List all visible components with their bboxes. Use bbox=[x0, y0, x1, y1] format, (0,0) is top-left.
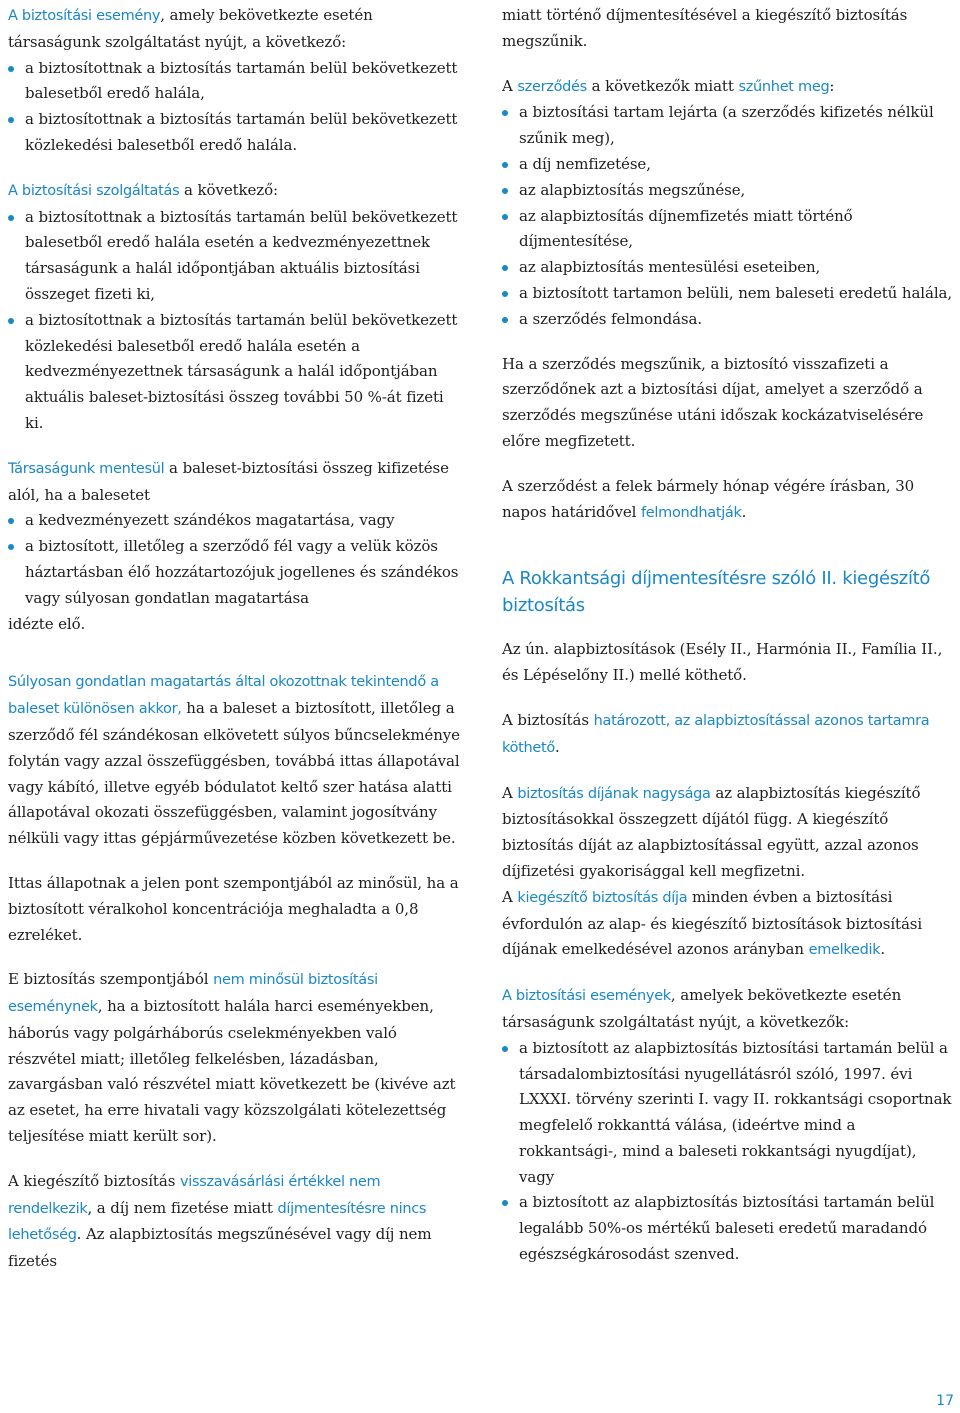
war-exclusion-paragraph: E biztosítás szempontjából nem minősül biztosítási eseménynek, ha a biztosított halála harci eseményekben, háborús vagy polgárháborús cselekményekben való részvétel miatt; illetőleg felkelésben, lázadásban, zavargásban való részvétel miatt következett be (kivéve azt az esetet, ha erre hivatali vagy közszolgálati kötelezettség teljesítése miatt került sor). bbox=[8, 970, 456, 1146]
page-number: 17 bbox=[936, 1393, 954, 1409]
highlight-term: határozott, az alapbiztosítással azonos tartamra köthető bbox=[502, 712, 930, 756]
bullet-list bbox=[502, 100, 954, 332]
paragraph: Az ún. alapbiztosítások (Esély II., Harmónia II., Família II., és Lépéselőny II.) mellé köthető. bbox=[502, 640, 943, 685]
list-item: az alapbiztosítás mentesülési eseteiben, bbox=[502, 255, 954, 281]
highlight-term: A biztosítási esemény bbox=[8, 8, 161, 24]
paragraph: A biztosítási esemény, amely bekövetkezte esetén társaságunk szolgáltatást nyújt, a következő: bbox=[8, 6, 373, 51]
highlight-term: díjmentesítésre nincs lehetőség bbox=[8, 1200, 427, 1244]
list-item: a biztosítottnak a biztosítás tartamán belül bekövetkezett balesetből eredő halála, bbox=[8, 56, 464, 108]
highlight-term: kiegészítő biztosítás díja bbox=[517, 889, 688, 906]
list-item: a biztosított az alapbiztosítás biztosítási tartamán belül a társadalombiztosítási nyugellátásról szóló, 1997. évi LXXXI. törvény szerinti I. vagy II. rokkantsági csoportnak megfelelő rokkanttá válása, (ideértve mind a rokkantsági-, mind a baleseti rokkantsági nyugdíjat), vagy bbox=[502, 1036, 954, 1191]
list-item: a biztosított az alapbiztosítás biztosítási tartamán belül legalább 50%-os mértékű baleseti eredetű maradandó egészségkárosodást szenved. bbox=[502, 1190, 954, 1267]
list-item: az alapbiztosítás megszűnése, bbox=[502, 178, 954, 204]
term-paragraph: A biztosítás határozott, az alapbiztosítással azonos tartamra köthető. bbox=[502, 710, 930, 756]
left-column bbox=[8, 3, 464, 1275]
highlight-term: visszavásárlási értékkel nem rendelkezik bbox=[8, 1173, 381, 1217]
list-item: az alapbiztosítás díjnemfizetés miatt történő díjmentesítése, bbox=[502, 204, 954, 256]
list-item: a biztosítási tartam lejárta (a szerződés kifizetés nélkül szűnik meg), bbox=[502, 100, 954, 152]
highlight-term: Társaságunk mentesül bbox=[8, 460, 165, 477]
list-item: a biztosított tartamon belüli, nem baleseti eredetű halála, bbox=[502, 281, 954, 307]
exemption-section bbox=[8, 456, 464, 638]
list-item: a díj nemfizetése, bbox=[502, 152, 954, 178]
highlight-term: nem minősül biztosítási eseménynek bbox=[8, 972, 378, 1016]
disability-events-section bbox=[502, 983, 954, 1268]
premium-section bbox=[502, 781, 954, 965]
paragraph: A kiegészítő biztosítás díja minden évben a biztosítási évfordulón az alap- és kiegészítő biztosítások biztosítási díjának emelkedésével azonos arányban emelkedik. bbox=[502, 887, 923, 959]
paragraph: A biztosítás díjának nagysága az alapbiztosítás kiegészítő biztosításokkal összegzett díjától függ. A kiegészítő biztosítás díját az alapbiztosítással együtt, azzal azonos díjfizetési gyakorisággal kell megfizetni. bbox=[502, 783, 921, 880]
list-item: a kedvezményezett szándékos magatartása, vagy bbox=[8, 508, 464, 534]
cancellation-paragraph: A szerződést a felek bármely hónap végére írásban, 30 napos határidővel felmondhatják. bbox=[502, 476, 915, 521]
insurance-benefit-section bbox=[8, 178, 464, 437]
right-column bbox=[502, 3, 954, 1268]
highlight-term: szerződés bbox=[517, 78, 587, 95]
bullet-list bbox=[8, 56, 464, 159]
surrender-value-paragraph: A kiegészítő biztosítás visszavásárlási értékkel nem rendelkezik, a díj nem fizetése miatt díjmentesítésre nincs lehetőség. Az alapbiztosítás megszűnésével vagy díj nem fizetés bbox=[8, 1171, 432, 1271]
section-heading: A Rokkantsági díjmentesítésre szóló II. kiegészítő biztosítás bbox=[502, 568, 931, 617]
bullet-list bbox=[8, 508, 464, 611]
highlight-term: A biztosítási szolgáltatás bbox=[8, 182, 180, 199]
list-item: a biztosítottnak a biztosítás tartamán belül bekövetkezett balesetből eredő halála esetén a kedvezményezettnek társaságunk a halál időpontjában aktuális biztosítási összeget fizeti ki, bbox=[8, 205, 464, 308]
list-item: a biztosítottnak a biztosítás tartamán belül bekövetkezett közlekedési balesetből eredő halála esetén a kedvezményezettnek társaságunk a halál időpontjában aktuális baleset-biztosítási összeg további 50 %-át fizeti ki. bbox=[8, 308, 464, 437]
bullet-list bbox=[8, 205, 464, 437]
highlight-term: A biztosítási események bbox=[502, 988, 671, 1005]
list-item: a biztosított, illetőleg a szerződő fél vagy a velük közös háztartásban élő hozzátartozójuk jogellenes és szándékos vagy súlyosan gondatlan magatartása bbox=[8, 534, 464, 611]
paragraph: A biztosítási szolgáltatás a következő: bbox=[8, 180, 278, 199]
paragraph-tail: idézte elő. bbox=[8, 614, 86, 633]
refund-paragraph: Ha a szerződés megszűnik, a biztosító visszafizeti a szerződőnek azt a biztosítási díjat, amelyet a szerződő a szerződés megszűnése utáni időszak kockázatviselésére előre megfizetett. bbox=[502, 354, 924, 450]
highlight-term: felmondhatják bbox=[641, 504, 742, 521]
bullet-list bbox=[502, 1036, 954, 1268]
highlight-term: emelkedik bbox=[808, 942, 881, 959]
termination-section bbox=[502, 74, 954, 333]
highlight-term: Súlyosan gondatlan magatartás által okozottnak tekintendő a baleset különösen akkor, bbox=[8, 674, 439, 718]
list-item: a szerződés felmondása. bbox=[502, 307, 954, 333]
paragraph: A szerződés a következők miatt szűnhet meg: bbox=[502, 76, 835, 95]
insured-event-section bbox=[8, 3, 464, 159]
list-item: a biztosítottnak a biztosítás tartamán belül bekövetkezett közlekedési balesetből eredő halála. bbox=[8, 107, 464, 159]
paragraph: Társaságunk mentesül a baleset-biztosítási összeg kifizetése alól, ha a balesetet bbox=[8, 458, 449, 504]
intoxication-paragraph: Ittas állapotnak a jelen pont szempontjából az minősül, ha a biztosított véralkohol koncentrációja meghaladta a 0,8 ezreléket. bbox=[8, 873, 459, 944]
paragraph: miatt történő díjmentesítésével a kiegészítő biztosítás megszűnik. bbox=[502, 6, 908, 50]
highlight-term: szűnhet meg bbox=[738, 78, 830, 95]
highlight-term: biztosítás díjának nagysága bbox=[517, 785, 711, 802]
gross-negligence-paragraph: Súlyosan gondatlan magatartás által okozottnak tekintendő a baleset különösen akkor, ha a baleset a biztosított, illetőleg a szerződő fél szándékosan elkövetett súlyos bűncselekménye folytán vagy azzal összefüggésben, továbbá ittas állapotával vagy kábító, illetve egyéb bódulatot keltő szer hatása alatti állapotával okozati összefüggésben, valamint jogosítvány nélküli vagy ittas gépjárművezetése közben következett be. bbox=[8, 674, 460, 848]
paragraph: A biztosítási események, amelyek bekövetkezte esetén társaságunk szolgáltatást nyújt, a következők: bbox=[502, 986, 902, 1031]
